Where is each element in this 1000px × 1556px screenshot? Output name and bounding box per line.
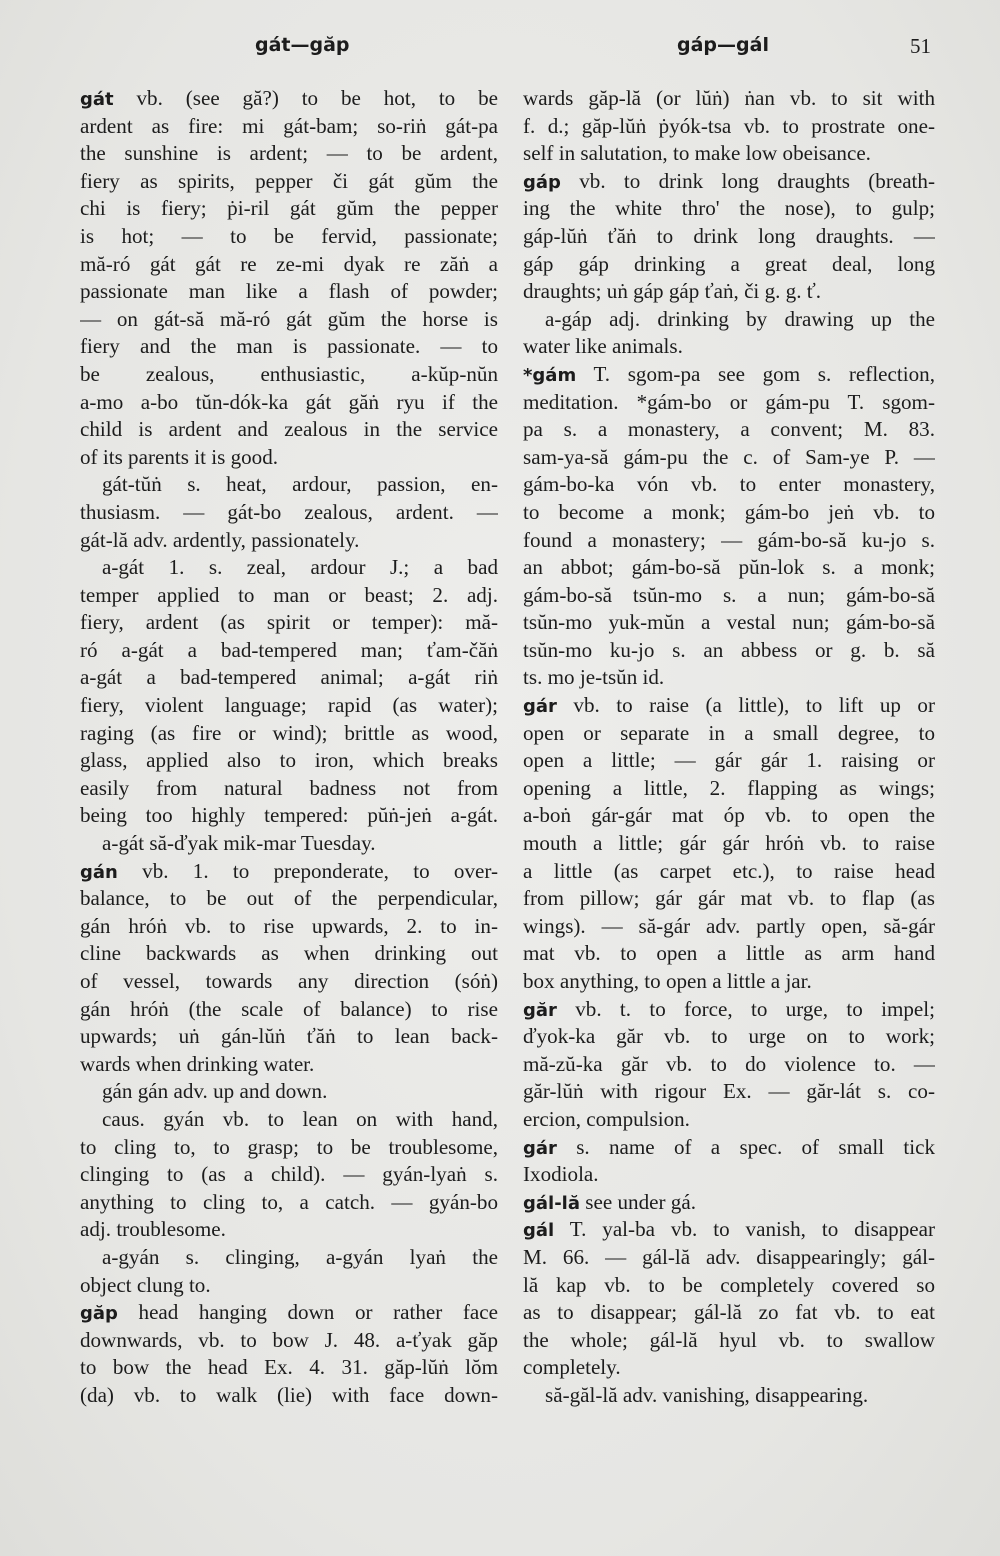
definition-text: vb. (see gă?) to be hot, to be bbox=[113, 86, 498, 110]
text-line bbox=[80, 582, 498, 610]
text-line bbox=[80, 1244, 498, 1272]
text-line bbox=[80, 968, 498, 996]
text-line bbox=[523, 637, 935, 665]
text-line bbox=[523, 802, 935, 830]
definition-text: the sunshine is ardent; — to be ardent, bbox=[80, 141, 498, 166]
running-header bbox=[0, 34, 1000, 64]
text-line bbox=[80, 113, 498, 141]
headword: gát bbox=[80, 89, 114, 110]
definition-text: mat vb. to open a little as arm hand bbox=[523, 941, 935, 966]
definition-text: lă kap vb. to be completely covered so bbox=[523, 1272, 935, 1297]
definition-text: fiery and the man is passionate. — to bbox=[80, 334, 498, 359]
definition-text: a little (as carpet etc.), to raise head bbox=[523, 858, 935, 883]
text-line bbox=[80, 389, 498, 417]
definition-text: M. 66. — gál-lă adv. disappearingly; gál- bbox=[523, 1244, 935, 1269]
definition-text: (da) vb. to walk (lie) with face down- bbox=[80, 1382, 498, 1407]
text-line bbox=[523, 306, 935, 334]
right-column bbox=[523, 85, 935, 1410]
entry-line bbox=[80, 85, 498, 113]
left-column bbox=[80, 85, 498, 1410]
right-running-head: gáp—gál bbox=[677, 34, 769, 56]
text-line bbox=[523, 1023, 935, 1051]
text-line bbox=[523, 499, 935, 527]
definition-text: balance, to be out of the perpendicular, bbox=[80, 886, 498, 911]
text-line bbox=[80, 278, 498, 306]
text-line bbox=[80, 1078, 498, 1106]
entry-line bbox=[523, 1216, 935, 1244]
text-line bbox=[523, 527, 935, 555]
headword: gár bbox=[523, 696, 557, 718]
text-line bbox=[523, 471, 935, 499]
definition-text: glass, applied also to iron, which breaks bbox=[80, 748, 498, 773]
text-line bbox=[80, 775, 498, 803]
definition-text: caus. gyán vb. to lean on with hand, bbox=[102, 1106, 498, 1131]
definition-text: mă-zŭ-ka găr vb. to do violence to. — bbox=[523, 1051, 935, 1076]
text-line bbox=[80, 1161, 498, 1189]
definition-text: fiery, violent language; rapid (as water); bbox=[80, 693, 498, 718]
text-line bbox=[80, 554, 498, 582]
entry-line bbox=[523, 996, 935, 1024]
text-line bbox=[523, 858, 935, 886]
text-line bbox=[523, 223, 935, 251]
entry-line bbox=[523, 692, 935, 720]
headword: gán bbox=[80, 861, 118, 883]
definition-text: fiery as spirits, pepper či gát gŭm the bbox=[80, 168, 498, 193]
text-line bbox=[80, 361, 498, 389]
entry-line bbox=[80, 858, 498, 886]
text-line bbox=[80, 692, 498, 720]
definition-text: to cling to, to grasp; to be troublesome, bbox=[80, 1134, 498, 1159]
definition-text: tsŭn-mo ku-jo s. an abbess or g. b. să bbox=[523, 637, 935, 662]
headword: gáp bbox=[523, 171, 561, 193]
definition-text: fiery, ardent (as spirit or temper): mă- bbox=[80, 610, 498, 635]
definition-text: gáp-lŭṅ ťăṅ to drink long draughts. — bbox=[523, 223, 935, 248]
text-line bbox=[523, 1327, 935, 1355]
definition-text: ró a-gát a bad-tempered man; ťam-čăṅ bbox=[80, 637, 498, 662]
text-line bbox=[80, 996, 498, 1024]
definition-text: Ixodiola. bbox=[523, 1162, 599, 1187]
definition-text: mouth a little; gár gár hróṅ vb. to raise bbox=[523, 831, 935, 856]
text-line bbox=[80, 471, 498, 499]
text-line bbox=[523, 1106, 935, 1134]
left-running-head: gát—găp bbox=[255, 34, 350, 56]
definition-text: tsŭn-mo yuk-mŭn a vestal nun; gám-bo-să bbox=[523, 610, 935, 635]
text-line bbox=[80, 720, 498, 748]
definition-text: to become a monk; gám-bo jeṅ vb. to bbox=[523, 499, 935, 524]
text-line bbox=[523, 1382, 935, 1410]
text-line bbox=[523, 554, 935, 582]
headword: gál-lă bbox=[523, 1192, 580, 1214]
definition-text: sam-ya-să gám-pu the c. of Sam-ye P. — bbox=[523, 444, 935, 469]
definition-text: upwards; uṅ gán-lŭṅ ťăṅ to lean back- bbox=[80, 1024, 498, 1049]
definition-text: s. name of a spec. of small tick bbox=[556, 1134, 935, 1159]
text-line bbox=[80, 140, 498, 168]
definition-text: temper applied to man or beast; 2. adj. bbox=[80, 582, 498, 607]
text-line bbox=[80, 499, 498, 527]
definition-text: water like animals. bbox=[523, 334, 683, 359]
definition-text: a-gyán s. clinging, a-gyán lyaṅ the bbox=[102, 1244, 498, 1269]
text-line bbox=[80, 1134, 498, 1162]
text-line bbox=[80, 1354, 498, 1382]
text-line bbox=[523, 940, 935, 968]
definition-text: see under gá. bbox=[580, 1189, 696, 1214]
text-line bbox=[80, 1216, 498, 1244]
text-line bbox=[80, 664, 498, 692]
definition-text: ercion, compulsion. bbox=[523, 1106, 690, 1131]
text-line bbox=[80, 444, 498, 472]
definition-text: gán hróṅ (the scale of balance) to rise bbox=[80, 996, 498, 1021]
definition-text: completely. bbox=[523, 1355, 621, 1380]
definition-text: găr-lŭṅ with rigour Ex. — găr-lát s. co- bbox=[523, 1079, 935, 1104]
definition-text: passionate man like a flash of powder; bbox=[80, 279, 498, 304]
text-line bbox=[523, 389, 935, 417]
entry-line bbox=[523, 1189, 935, 1217]
text-line bbox=[523, 747, 935, 775]
definition-text: wings). — să-gár adv. partly open, să-gár bbox=[523, 913, 935, 938]
text-line bbox=[523, 85, 935, 113]
text-line bbox=[80, 527, 498, 555]
definition-text: a-mo a-bo tŭn-dók-ka gát găṅ ryu if the bbox=[80, 389, 498, 414]
definition-text: being too highly tempered: pŭṅ-jeṅ a-gát. bbox=[80, 803, 498, 828]
definition-text: ts. mo je-tsŭn id. bbox=[523, 665, 665, 690]
text-line bbox=[80, 251, 498, 279]
text-line bbox=[80, 1051, 498, 1079]
definition-text: vb. 1. to preponderate, to over- bbox=[117, 858, 498, 883]
text-line bbox=[523, 1244, 935, 1272]
definition-text: a-gát 1. s. zeal, ardour J.; a bad bbox=[102, 555, 498, 580]
definition-text: să-găl-lă adv. vanishing, disappearing. bbox=[545, 1382, 869, 1407]
definition-text: gát-tŭṅ s. heat, ardour, passion, en- bbox=[102, 472, 498, 497]
text-line bbox=[523, 913, 935, 941]
definition-text: box anything, to open a little a jar. bbox=[523, 969, 812, 993]
definition-text: gán hróṅ vb. to rise upwards, 2. to in- bbox=[80, 913, 498, 938]
definition-text: easily from natural badness not from bbox=[80, 775, 498, 800]
definition-text: meditation. *gám-bo or gám-pu T. sgom- bbox=[523, 389, 935, 414]
definition-text: thusiasm. — gát-bo zealous, ardent. — bbox=[80, 499, 498, 524]
text-line bbox=[523, 720, 935, 748]
text-line bbox=[523, 664, 935, 692]
text-line bbox=[523, 1161, 935, 1189]
definition-text: — on gát-să mă-ró gát gŭm the horse is bbox=[80, 306, 498, 331]
definition-text: gát-lă adv. ardently, passionately. bbox=[80, 527, 360, 552]
headword: gár bbox=[523, 1137, 557, 1159]
text-line bbox=[80, 1272, 498, 1300]
definition-text: gám-bo-ka vón vb. to enter monastery, bbox=[523, 472, 935, 497]
definition-text: to bow the head Ex. 4. 31. găp-lŭṅ lŏm bbox=[80, 1355, 498, 1380]
text-line bbox=[523, 1051, 935, 1079]
definition-text: gáp gáp drinking a great deal, long bbox=[523, 251, 935, 276]
text-line bbox=[80, 1189, 498, 1217]
text-line bbox=[80, 637, 498, 665]
definition-text: opening a little, 2. flapping as wings; bbox=[523, 775, 935, 800]
text-line bbox=[523, 416, 935, 444]
text-line bbox=[80, 830, 498, 858]
text-line bbox=[523, 333, 935, 361]
text-line bbox=[523, 113, 935, 141]
headword: găr bbox=[523, 999, 557, 1021]
definition-text: an abbot; gám-bo-să pŭn-lok s. a monk; bbox=[523, 555, 935, 580]
text-line bbox=[80, 1327, 498, 1355]
definition-text: ďyok-ka găr vb. to urge on to work; bbox=[523, 1024, 935, 1049]
definition-text: ing the white thro' the nose), to gulp; bbox=[523, 196, 935, 221]
text-line bbox=[523, 195, 935, 223]
text-line bbox=[523, 1354, 935, 1382]
text-line bbox=[80, 333, 498, 361]
page-number: 51 bbox=[910, 34, 931, 58]
definition-text: ardent as fire: mi gát-bam; so-riṅ gát-pa bbox=[80, 113, 498, 138]
definition-text: T. yal-ba vb. to vanish, to disappear bbox=[554, 1217, 935, 1242]
definition-text: from pillow; gár gár mat vb. to flap (as bbox=[523, 886, 935, 911]
text-line bbox=[523, 885, 935, 913]
definition-text: child is ardent and zealous in the service bbox=[80, 417, 498, 442]
entry-line bbox=[523, 168, 935, 196]
text-line bbox=[80, 1023, 498, 1051]
definition-text: a-gát să-ďyak mik-mar Tuesday. bbox=[102, 831, 376, 856]
text-line bbox=[80, 885, 498, 913]
text-line bbox=[80, 223, 498, 251]
definition-text: a-gáp adj. drinking by drawing up the bbox=[545, 306, 935, 331]
text-line bbox=[523, 278, 935, 306]
text-line bbox=[80, 1382, 498, 1410]
text-line bbox=[80, 168, 498, 196]
text-line bbox=[523, 1272, 935, 1300]
definition-text: a-boṅ gár-gár mat óp vb. to open the bbox=[523, 803, 935, 828]
definition-text: gám-bo-să tsŭn-mo s. a nun; gám-bo-să bbox=[523, 582, 935, 607]
definition-text: vb. to drink long draughts (breath- bbox=[560, 168, 935, 193]
definition-text: be zealous, enthusiastic, a-kŭp-nŭn bbox=[80, 361, 498, 386]
text-line bbox=[523, 582, 935, 610]
definition-text: downwards, vb. to bow J. 48. a-ťyak găp bbox=[80, 1327, 498, 1352]
text-line bbox=[523, 830, 935, 858]
text-line bbox=[80, 306, 498, 334]
definition-text: anything to cling to, a catch. — gyán-bo bbox=[80, 1189, 498, 1214]
definition-text: gán gán adv. up and down. bbox=[102, 1079, 328, 1104]
headword: *gám bbox=[523, 364, 577, 386]
definition-text: as to disappear; gál-lă zo fat vb. to eat bbox=[523, 1300, 935, 1325]
definition-text: is hot; — to be fervid, passionate; bbox=[80, 223, 498, 248]
text-line bbox=[80, 416, 498, 444]
text-line bbox=[80, 913, 498, 941]
definition-text: open a little; — gár gár 1. raising or bbox=[523, 748, 935, 773]
text-line bbox=[80, 1106, 498, 1134]
definition-text: a-gát a bad-tempered animal; a-gát riṅ bbox=[80, 665, 498, 690]
definition-text: object clung to. bbox=[80, 1272, 211, 1297]
definition-text: wards găp-lă (or lŭṅ) ṅan vb. to sit with bbox=[523, 86, 935, 110]
definition-text: vb. t. to force, to urge, to impel; bbox=[556, 996, 935, 1021]
text-line bbox=[80, 609, 498, 637]
text-line bbox=[80, 802, 498, 830]
definition-text: wards when drinking water. bbox=[80, 1051, 315, 1076]
text-line bbox=[523, 609, 935, 637]
entry-line bbox=[523, 361, 935, 389]
headword: găp bbox=[80, 1303, 118, 1325]
text-line bbox=[80, 940, 498, 968]
definition-text: f. d.; găp-lŭṅ ṗyók-tsa vb. to prostrate one- bbox=[523, 113, 935, 138]
text-line bbox=[523, 444, 935, 472]
text-line bbox=[523, 968, 935, 996]
definition-text: vb. to raise (a little), to lift up or bbox=[556, 693, 935, 718]
text-line bbox=[523, 1299, 935, 1327]
entry-line bbox=[523, 1134, 935, 1162]
definition-text: the whole; gál-lă hyul vb. to swallow bbox=[523, 1327, 935, 1352]
definition-text: cline backwards as when drinking out bbox=[80, 941, 498, 966]
headword: gál bbox=[523, 1220, 555, 1242]
definition-text: head hanging down or rather face bbox=[117, 1300, 498, 1325]
definition-text: raging (as fire or wind); brittle as wood, bbox=[80, 720, 498, 745]
text-line bbox=[80, 747, 498, 775]
text-line bbox=[80, 195, 498, 223]
entry-line bbox=[80, 1299, 498, 1327]
definition-text: T. sgom-pa see gom s. reflection, bbox=[576, 361, 935, 386]
definition-text: pa s. a monastery, a convent; M. 83. bbox=[523, 417, 935, 442]
definition-text: found a monastery; — gám-bo-să ku-jo s. bbox=[523, 527, 935, 552]
text-line bbox=[523, 775, 935, 803]
text-line bbox=[523, 140, 935, 168]
definition-text: self in salutation, to make low obeisance. bbox=[523, 141, 871, 166]
text-line bbox=[523, 1078, 935, 1106]
definition-text: of vessel, towards any direction (sóṅ) bbox=[80, 969, 498, 993]
text-line bbox=[523, 251, 935, 279]
definition-text: draughts; uṅ gáp gáp ťaṅ, či g. g. ť. bbox=[523, 279, 822, 304]
definition-text: clinging to (as a child). — gyán-lyaṅ s. bbox=[80, 1162, 498, 1187]
definition-text: of its parents it is good. bbox=[80, 444, 279, 469]
definition-text: chi is fiery; ṗi-ril gát gŭm the pepper bbox=[80, 196, 498, 221]
definition-text: adj. troublesome. bbox=[80, 1217, 226, 1242]
definition-text: open or separate in a small degree, to bbox=[523, 720, 935, 745]
definition-text: mă-ró gát gát re ze-mi dyak re zăṅ a bbox=[80, 251, 498, 276]
